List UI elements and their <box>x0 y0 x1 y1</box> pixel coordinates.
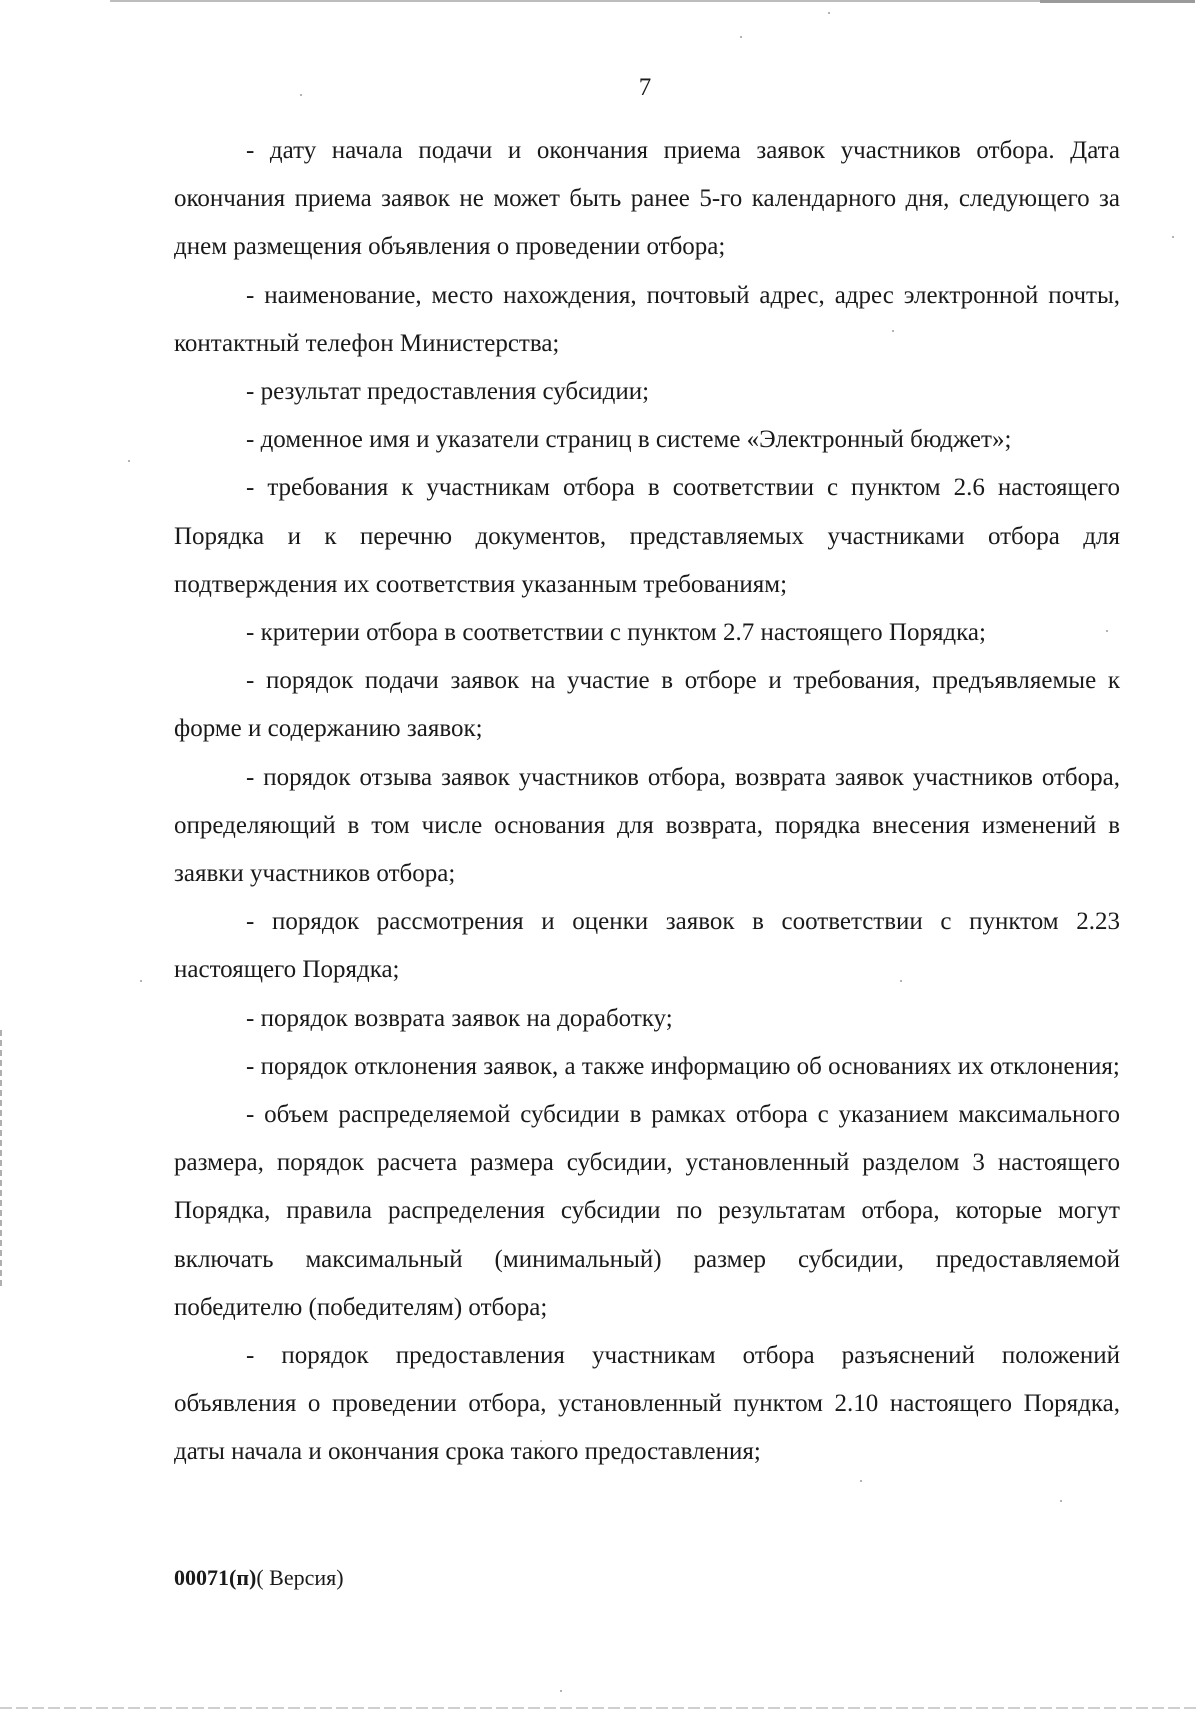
scan-speck <box>1172 236 1174 238</box>
scan-speck <box>740 36 742 38</box>
paragraph: - порядок предоставления участникам отбора разъяснений положений объявления о проведении отбора, установленный пунктом 2.10 настоящего Порядка, даты начала и окончания срока такого предоставления; <box>174 1342 1120 1466</box>
document-footer <box>174 1565 344 1591</box>
footer-code: 00071(п) <box>174 1565 257 1590</box>
scan-speck <box>128 460 130 462</box>
paragraph: - наименование, место нахождения, почтовый адрес, адрес электронной почты, контактный телефон Министерства; <box>174 281 1120 357</box>
scan-edge-left <box>0 1030 2 1290</box>
paragraph: - порядок возврата заявок на доработку; <box>246 1004 673 1032</box>
scan-edge-bottom <box>0 1707 1200 1709</box>
paragraph: - порядок рассмотрения и оценки заявок в соответствии с пунктом 2.23 настоящего Порядка; <box>174 908 1120 984</box>
paragraph: - критерии отбора в соответствии с пунктом 2.7 настоящего Порядка; <box>246 619 986 647</box>
scan-edge-top-right <box>1040 0 1195 3</box>
scan-speck <box>1060 1500 1062 1502</box>
paragraph: - порядок отклонения заявок, а также информацию об основаниях их отклонения; <box>246 1052 1120 1080</box>
scan-speck <box>828 12 830 14</box>
paragraph: - порядок отзыва заявок участников отбора, возврата заявок участников отбора, определяющий в том числе основания для возврата, порядка внесения изменений в заявки участников отбора; <box>174 763 1120 888</box>
paragraph: - объем распределяемой субсидии в рамках отбора с указанием максимального размера, порядок расчета размера субсидии, установленный разделом 3 настоящего Порядка, правила распределения субсидии по результатам отбора, которые могут включать максимальный (минимальный) размер субсидии, предоставляемой победителю (победителям) отбора; <box>174 1101 1120 1321</box>
scan-speck <box>140 980 142 982</box>
scan-speck <box>560 1690 562 1692</box>
page-number: 7 <box>638 74 652 101</box>
paragraph: - дату начала подачи и окончания приема заявок участников отбора. Дата окончания приема заявок не может быть ранее 5-го календарного дня, следующего за днем размещения объявления о проведении отбора; <box>174 137 1120 261</box>
paragraph: - порядок подачи заявок на участие в отборе и требования, предъявляемые к форме и содержанию заявок; <box>174 667 1120 743</box>
paragraph: - результат предоставления субсидии; <box>246 378 650 406</box>
footer-version: ( Версия) <box>256 1565 344 1590</box>
document-body <box>174 127 1120 1477</box>
paragraph: - доменное имя и указатели страниц в системе «Электронный бюджет»; <box>246 426 1012 454</box>
scan-edge-top <box>110 0 1170 2</box>
scan-speck <box>860 1480 862 1482</box>
paragraph: - требования к участникам отбора в соответствии с пунктом 2.6 настоящего Порядка и к перечню документов, представляемых участниками отбора для подтверждения их соответствия указанным требованиям; <box>174 474 1120 598</box>
